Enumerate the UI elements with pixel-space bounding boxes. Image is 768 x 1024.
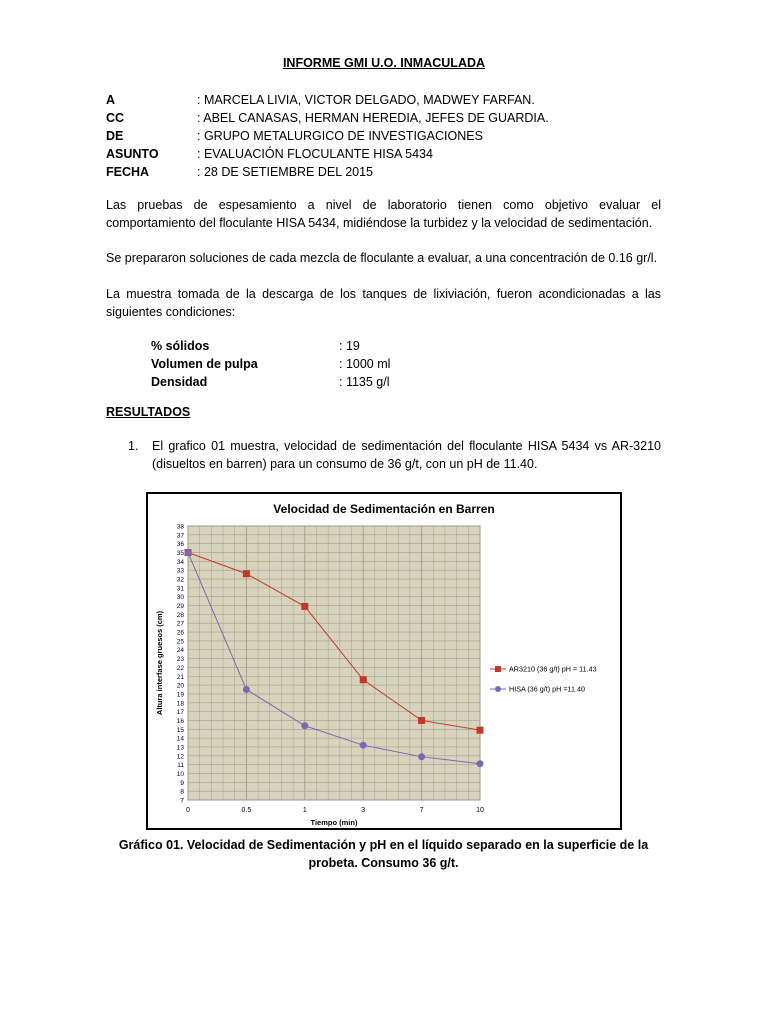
legend-marker — [495, 666, 501, 672]
y-tick-label: 28 — [176, 611, 184, 619]
memo-key: DE — [106, 129, 124, 143]
memo-key: A — [106, 93, 116, 107]
data-point — [360, 676, 367, 683]
y-tick-label: 36 — [176, 541, 184, 549]
data-point — [243, 570, 250, 577]
condition-value: : 19 — [339, 339, 360, 353]
chart-frame — [146, 492, 622, 830]
condition-key: % sólidos — [151, 339, 210, 353]
x-tick-label: 3 — [361, 807, 366, 814]
data-point — [301, 603, 308, 610]
chart-caption: Gráfico 01. Velocidad de Sedimentación y pH en el líquido separado en la superficie de la probeta. Consumo 36 g/t. — [118, 838, 649, 870]
results-heading: RESULTADOS — [106, 405, 191, 419]
y-tick-label: 25 — [176, 638, 184, 646]
memo-value: : MARCELA LIVIA, VICTOR DELGADO, MADWEY FARFAN. — [197, 93, 535, 107]
memo-row — [106, 127, 549, 145]
y-tick-label: 12 — [176, 753, 184, 761]
y-tick-label: 34 — [176, 558, 184, 566]
sedimentation-chart — [148, 494, 620, 828]
y-tick-label: 19 — [176, 691, 184, 699]
x-tick-label: 0 — [186, 807, 190, 814]
y-tick-label: 10 — [176, 770, 184, 778]
y-tick-label: 38 — [176, 523, 184, 531]
memo-key: FECHA — [106, 165, 150, 179]
data-point — [301, 722, 308, 729]
memo-value: : 28 DE SETIEMBRE DEL 2015 — [197, 165, 374, 179]
memo-key: ASUNTO — [106, 147, 159, 161]
y-tick-label: 17 — [176, 709, 184, 717]
memo-row — [106, 91, 549, 109]
memo-row — [106, 163, 549, 181]
item-text: El grafico 01 muestra, velocidad de sedimentación del floculante HISA 5434 vs AR-3210 (disueltos en barren) para un consumo de 36 g/t, con un pH de 11.40. — [152, 439, 661, 471]
data-point — [477, 760, 484, 767]
y-tick-label: 18 — [176, 700, 184, 708]
y-tick-label: 29 — [176, 603, 184, 611]
y-tick-label: 16 — [176, 717, 184, 725]
y-tick-label: 27 — [176, 620, 184, 628]
preparation-paragraph: Se prepararon soluciones de cada mezcla de floculante a evaluar, a una concentración de 0.16 gr/l. — [106, 251, 658, 265]
result-item — [128, 438, 661, 473]
y-tick-label: 30 — [176, 594, 184, 602]
sample-paragraph: La muestra tomada de la descarga de los tanques de lixiviación, fueron acondicionadas a las siguientes condiciones: — [106, 287, 661, 319]
x-tick-label: 0.5 — [241, 807, 252, 814]
y-tick-label: 31 — [176, 585, 184, 593]
y-tick-label: 15 — [176, 726, 184, 734]
legend-marker — [495, 686, 501, 692]
data-point — [185, 549, 192, 556]
y-tick-label: 20 — [176, 682, 184, 690]
data-point — [418, 717, 425, 724]
y-tick-label: 26 — [176, 629, 184, 637]
y-tick-label: 33 — [176, 567, 184, 575]
legend-label: HISA (36 g/t) pH =11.40 — [509, 684, 585, 694]
condition-key: Densidad — [151, 375, 208, 389]
y-tick-label: 37 — [176, 532, 184, 540]
y-tick-label: 35 — [176, 550, 184, 558]
data-point — [418, 753, 425, 760]
memo-header — [106, 91, 549, 181]
condition-row — [151, 373, 390, 391]
y-tick-label: 22 — [176, 664, 184, 672]
y-tick-label: 23 — [176, 656, 184, 664]
data-point — [360, 742, 367, 749]
memo-key: CC — [106, 111, 125, 125]
x-tick-label: 10 — [476, 807, 484, 814]
condition-key: Volumen de pulpa — [151, 357, 258, 371]
intro-paragraph: Las pruebas de espesamiento a nivel de laboratorio tienen como objetivo evaluar el comportamiento del floculante HISA 5434, midiéndose la turbidez y la velocidad de sedimentación. — [106, 198, 661, 230]
x-tick-label: 7 — [419, 807, 424, 814]
y-tick-label: 21 — [176, 673, 184, 681]
memo-value: : EVALUACIÓN FLOCULANTE HISA 5434 — [197, 147, 433, 161]
memo-value: : GRUPO METALURGICO DE INVESTIGACIONES — [197, 129, 483, 143]
y-axis-label: Altura interfase gruesos (cm) — [155, 610, 164, 716]
y-tick-label: 8 — [180, 788, 184, 796]
item-number: 1. — [128, 439, 139, 453]
condition-row — [151, 355, 390, 373]
memo-row — [106, 145, 549, 163]
report-title: INFORME GMI U.O. INMACULADA — [282, 56, 486, 70]
y-tick-label: 7 — [180, 797, 184, 805]
y-tick-label: 14 — [176, 735, 184, 743]
condition-row — [151, 337, 390, 355]
memo-row — [106, 109, 549, 127]
condition-value: : 1000 ml — [339, 357, 391, 371]
memo-value: : ABEL CANASAS, HERMAN HEREDIA, JEFES DE GUARDIA. — [197, 111, 549, 125]
y-tick-label: 32 — [176, 576, 184, 584]
y-tick-label: 11 — [177, 762, 184, 770]
legend-label: AR3210 (36 g/t) pH = 11.43 — [509, 664, 597, 674]
y-tick-label: 13 — [176, 744, 184, 752]
x-axis-label: Tiempo (min) — [310, 818, 358, 827]
conditions-list — [151, 337, 390, 391]
condition-value: : 1135 g/l — [339, 375, 390, 389]
data-point — [243, 686, 250, 693]
x-tick-label: 1 — [302, 807, 307, 814]
chart-title: Velocidad de Sedimentación en Barren — [273, 502, 495, 516]
data-point — [477, 727, 484, 734]
y-tick-label: 9 — [180, 779, 184, 787]
y-tick-label: 24 — [176, 647, 184, 655]
